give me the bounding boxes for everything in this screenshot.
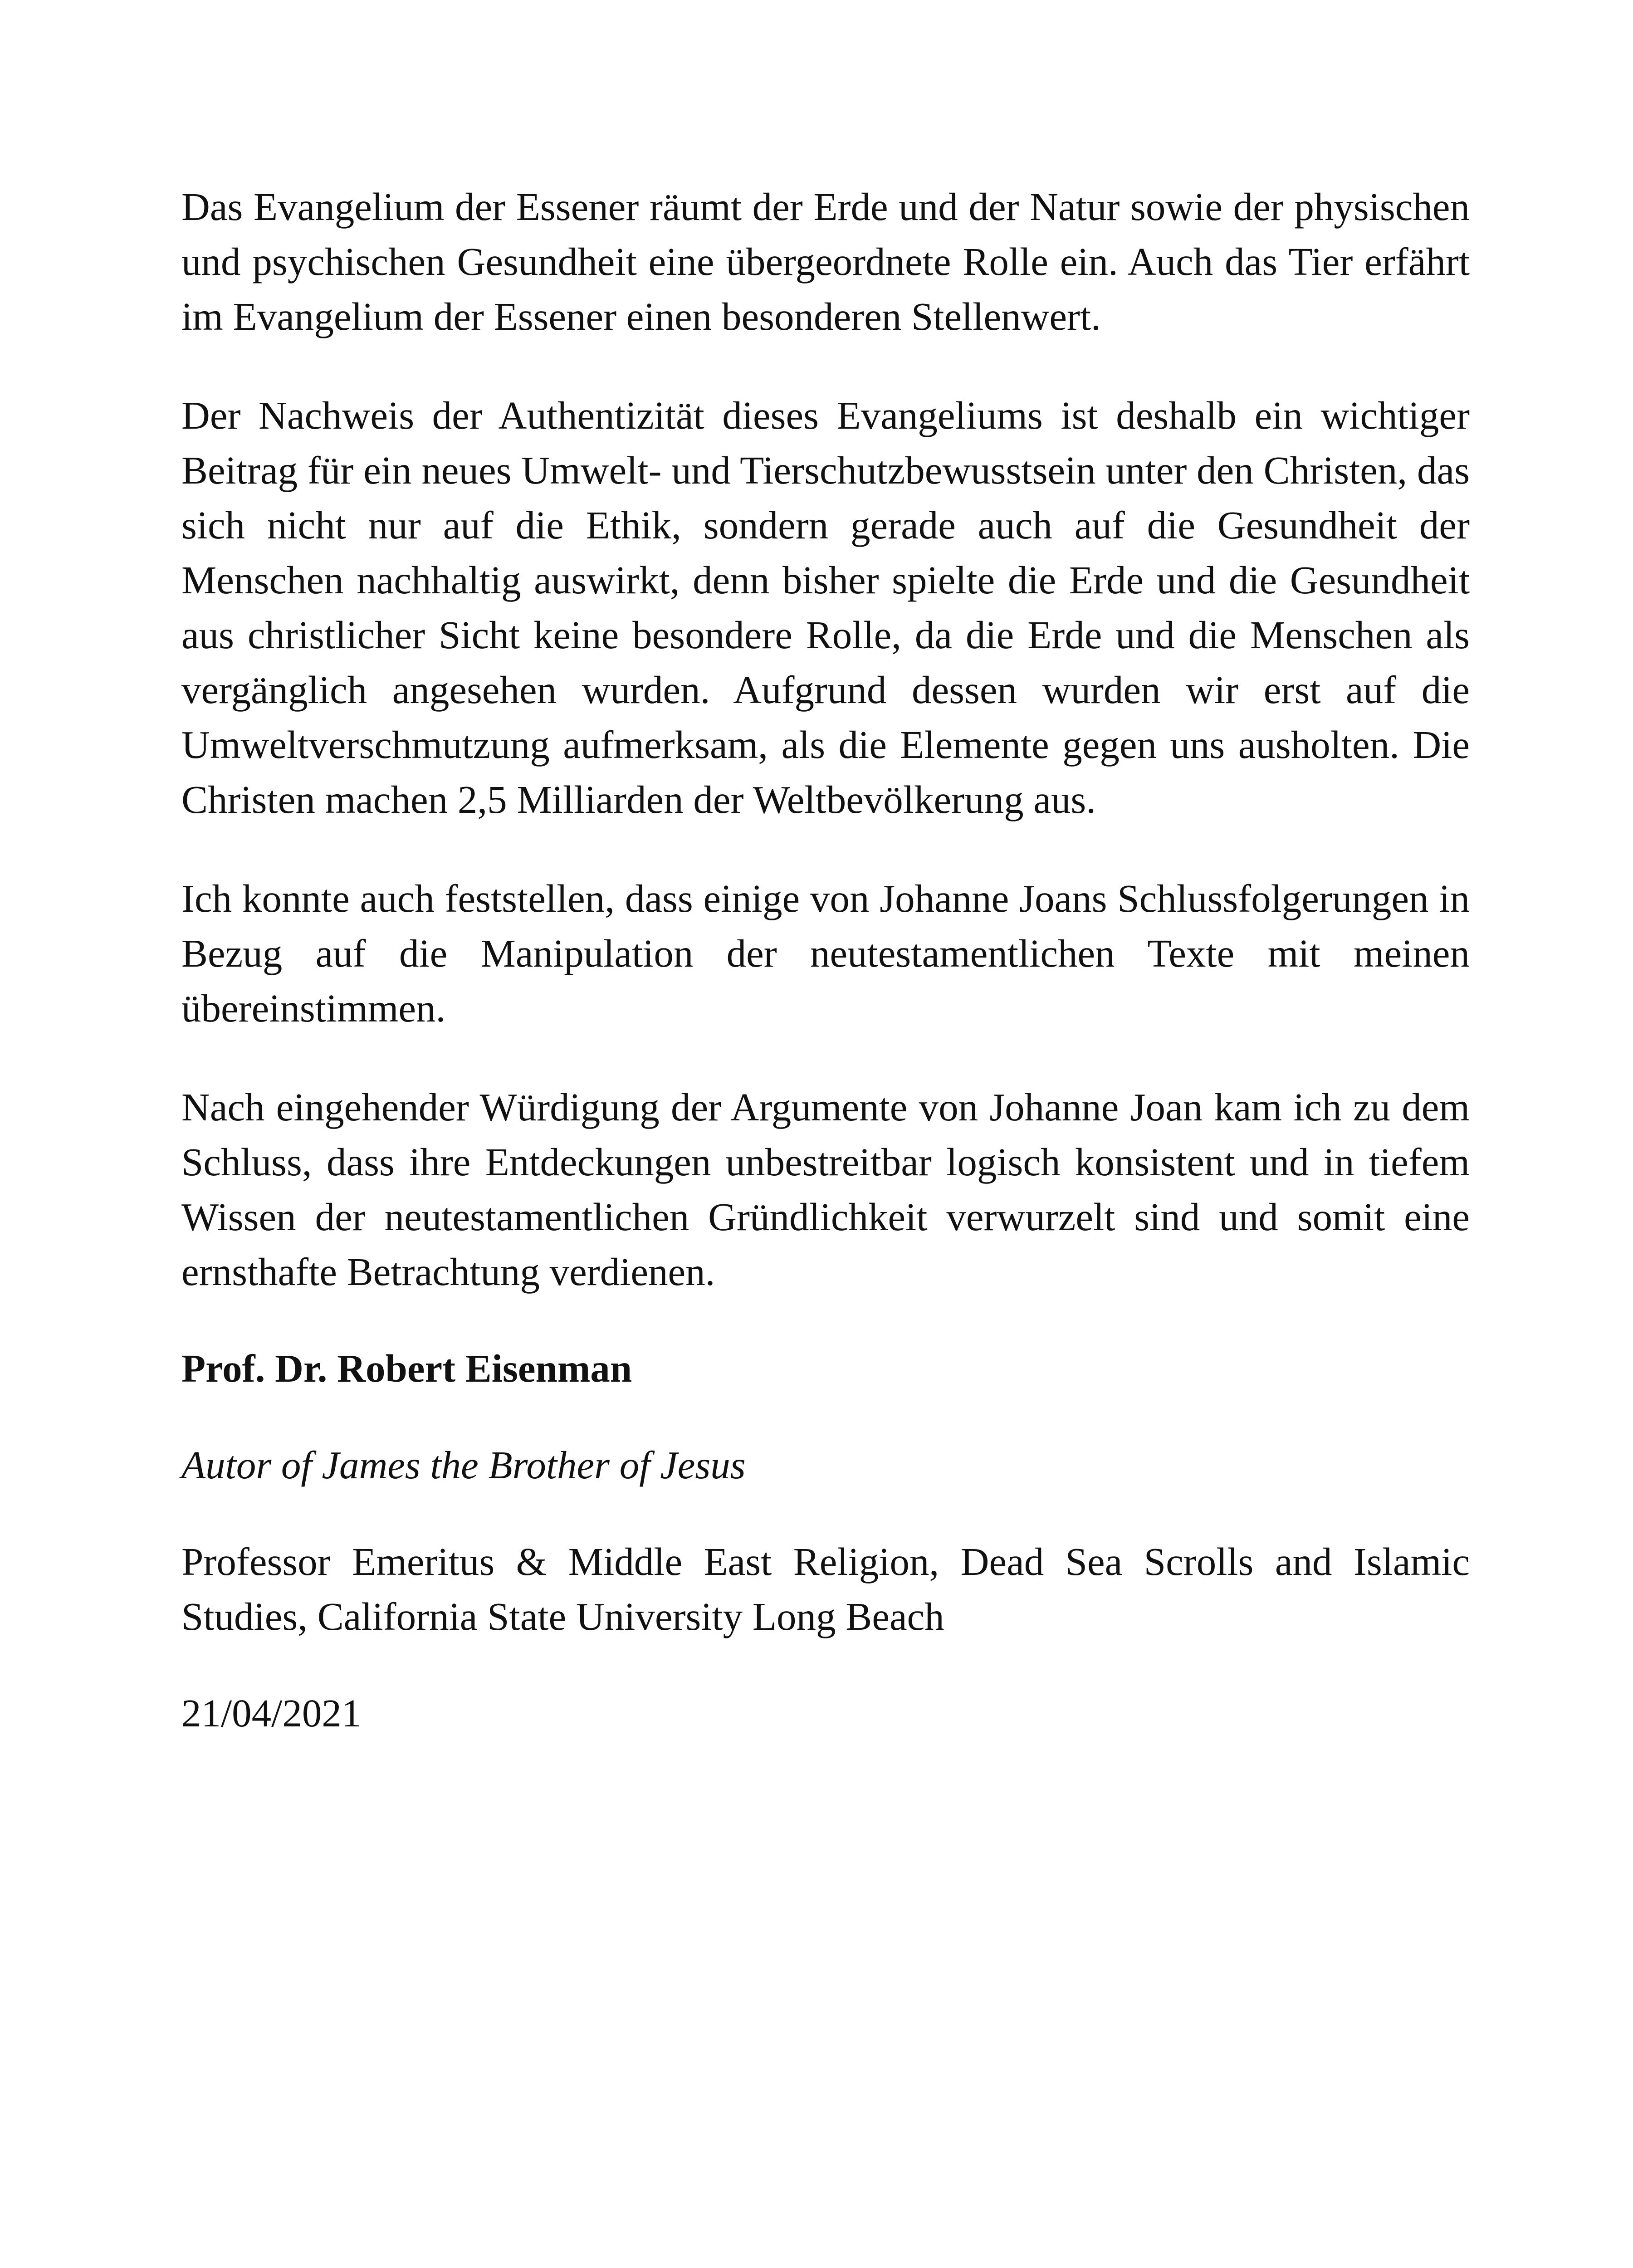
signature-book-title: Autor of James the Brother of Jesus	[181, 1443, 746, 1487]
signature-name: Prof. Dr. Robert Eisenman	[181, 1346, 632, 1390]
paragraph-evaluation: Nach eingehender Würdigung der Argumente von Johanne Joan kam ich zu dem Schluss, dass ihre Entdeckungen unbestreitbar logisch konsistent und in tiefem Wissen der neutestamentlichen Gründlichkeit verwurzelt sind und somit eine ernsthafte Betrachtung verdienen.	[181, 1085, 1470, 1294]
paragraph-essener-gospel: Das Evangelium der Essener räumt der Erde und der Natur sowie der physischen und psychischen Gesundheit eine übergeordnete Rolle ein. Auch das Tier erfährt im Evangelium der Essener einen besonderen Stellenwert.	[181, 185, 1470, 338]
paragraph-conclusions: Ich konnte auch feststellen, dass einige von Johanne Joans Schlussfolgerungen in Bezug auf die Manipulation der neutestamentlichen Texte mit meinen übereinstimmen.	[181, 876, 1470, 1030]
paragraph-authenticity: Der Nachweis der Authentizität dieses Evangeliums ist deshalb ein wichtiger Beitrag für ein neues Umwelt- und Tierschutzbewusstsein unter den Christen, das sich nicht nur auf die Ethik, sondern gerade auch auf die Gesundheit der Menschen nachhaltig auswirkt, denn bisher spielte die Erde und die Gesundheit aus christlicher Sicht keine besondere Rolle, da die Erde und die Menschen als vergänglich angesehen wurden. Aufgrund dessen wurden wir erst auf die Umweltverschmutzung aufmerksam, als die Elemente gegen uns ausholten. Die Christen machen 2,5 Milliarden der Weltbevölkerung aus.	[181, 393, 1470, 821]
document-body	[181, 179, 1470, 1740]
signature-affiliation: Professor Emeritus & Middle East Religion, Dead Sea Scrolls and Islamic Studies, California State University Long Beach	[181, 1540, 1470, 1638]
signature-date: 21/04/2021	[181, 1691, 362, 1735]
